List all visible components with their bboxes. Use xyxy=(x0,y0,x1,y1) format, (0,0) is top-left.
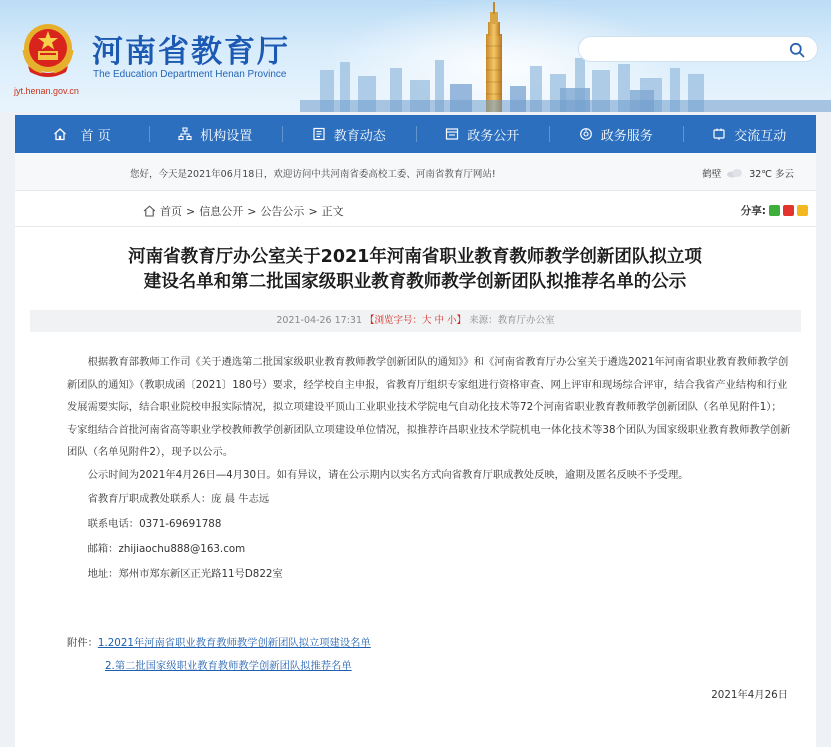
nav-item-org[interactable] xyxy=(149,115,283,153)
font-size-switcher[interactable]: 【浏览字号：大 中 小】 xyxy=(365,315,467,326)
breadcrumb-notice[interactable]: 公告公示 xyxy=(260,205,305,218)
weather-city: 鹤壁 xyxy=(702,169,722,180)
nav-label: 政务公开 xyxy=(467,128,520,144)
attachments-label: 附件： xyxy=(67,637,98,649)
nav-item-news[interactable] xyxy=(282,115,416,153)
nav-item-gov-open[interactable] xyxy=(416,115,550,153)
breadcrumb-current: 正文 xyxy=(321,205,344,218)
site-domain: jyt.henan.gov.cn xyxy=(14,86,79,96)
info-bar xyxy=(15,153,816,191)
paragraph-notice: 公示时间为2021年4月26日—4月30日。如有异议，请在公示期内以实名方式向省教育厅职成教处反映，逾期及匿名反映不予受理。 xyxy=(87,468,689,481)
wechat-share-icon[interactable] xyxy=(769,205,780,216)
article-title xyxy=(75,245,755,295)
nav-label: 教育动态 xyxy=(333,128,386,144)
news-icon xyxy=(312,127,326,141)
breadcrumb xyxy=(143,203,344,219)
nav-label: 首 页 xyxy=(80,128,111,144)
article-source: 来源：教育厅办公室 xyxy=(469,315,555,326)
qzone-share-icon[interactable] xyxy=(797,205,808,216)
attachments xyxy=(67,632,371,678)
home-icon xyxy=(143,205,156,217)
nav-item-home[interactable] xyxy=(15,115,149,153)
nav-label: 政务服务 xyxy=(600,128,653,144)
site-header xyxy=(0,0,831,112)
attachment-link-2[interactable]: 2.第二批国家级职业教育教师教学创新团队拟推荐名单 xyxy=(105,660,352,672)
national-emblem-icon xyxy=(18,20,78,82)
article-date: 2021-04-26 17:31 xyxy=(276,315,362,326)
main-nav xyxy=(15,115,816,153)
weather-temperature: 32℃ 多云 xyxy=(749,169,794,180)
weather-widget xyxy=(702,166,794,180)
breadcrumb-separator: > xyxy=(308,204,318,218)
article-meta xyxy=(30,310,801,332)
breadcrumb-home[interactable]: 首页 xyxy=(160,205,182,218)
attachment-link-1[interactable]: 1.2021年河南省职业教育教师教学创新团队拟立项建设名单 xyxy=(97,637,371,649)
org-icon xyxy=(178,127,192,141)
welcome-text: 您好，今天是2021年06月18日，欢迎访问中共河南省委高校工委、河南省教育厅网站! xyxy=(130,169,496,180)
service-icon xyxy=(579,127,593,141)
site-subtitle: The Education Department Henan Province xyxy=(93,69,287,80)
home-icon xyxy=(53,127,67,141)
nav-item-service[interactable] xyxy=(549,115,683,153)
doc-icon xyxy=(445,127,459,141)
interact-icon xyxy=(712,127,726,141)
divider xyxy=(15,226,816,227)
share-bar xyxy=(741,203,808,218)
breadcrumb-separator: > xyxy=(186,204,196,218)
breadcrumb-separator: > xyxy=(247,204,257,218)
article-title-line: 建设名单和第二批国家级职业教育教师教学创新团队拟推荐名单的公示 xyxy=(143,272,687,292)
nav-label: 交流互动 xyxy=(734,128,787,144)
cloud-icon xyxy=(725,168,745,178)
article-title-line: 河南省教育厅办公室关于2021年河南省职业教育教师教学创新团队拟立项 xyxy=(128,247,702,267)
article-card xyxy=(15,191,816,747)
contact-phone: 联系电话：0371-69691788 xyxy=(87,517,222,530)
contact-address: 地址：郑州市郑东新区正光路11号D822室 xyxy=(87,567,283,580)
nav-item-interact[interactable] xyxy=(683,115,817,153)
article-body xyxy=(67,351,791,587)
site-title: 河南省教育厅 xyxy=(92,34,290,70)
sign-date: 2021年4月26日 xyxy=(711,689,788,701)
share-label: 分享: xyxy=(740,205,766,217)
weibo-share-icon[interactable] xyxy=(783,205,794,216)
contact-person: 省教育厅职成教处联系人：庞 晨 牛志远 xyxy=(87,492,270,505)
breadcrumb-info-open[interactable]: 信息公开 xyxy=(199,205,244,218)
contact-email: 邮箱：zhijiaochu888@163.com xyxy=(87,542,246,555)
search-box xyxy=(578,36,818,62)
search-icon[interactable] xyxy=(789,42,805,58)
nav-label: 机构设置 xyxy=(200,128,253,144)
search-input[interactable] xyxy=(591,41,781,59)
paragraph-main: 根据教育部教师工作司《关于遴选第二批国家级职业教育教师教学创新团队的通知》》和《河南省教育厅办公室关于遴选2021年河南省职业教育教师教学创新团队的通知》（教职成函〔2021〕180号）要求，经学校自主申报，省教育厅组织专家组进行资格审查、网上评审和现场综合评审，结合我省产业结构和行业发展需要实际，结合职业院校申报实际情况，拟立项建设平顶山工业职业技术学院电气自动化技术等72个河南省职业教育教师教学创新团队（名单见附件1）；专家组结合首批河南省高等职业学校教师教学创新团队立项建设单位情况，拟推荐许昌职业技术学院机电一体化技术等38个团队为国家级职业教育教师教学创新团队（名单见附件2），现予以公示。 xyxy=(67,356,791,459)
